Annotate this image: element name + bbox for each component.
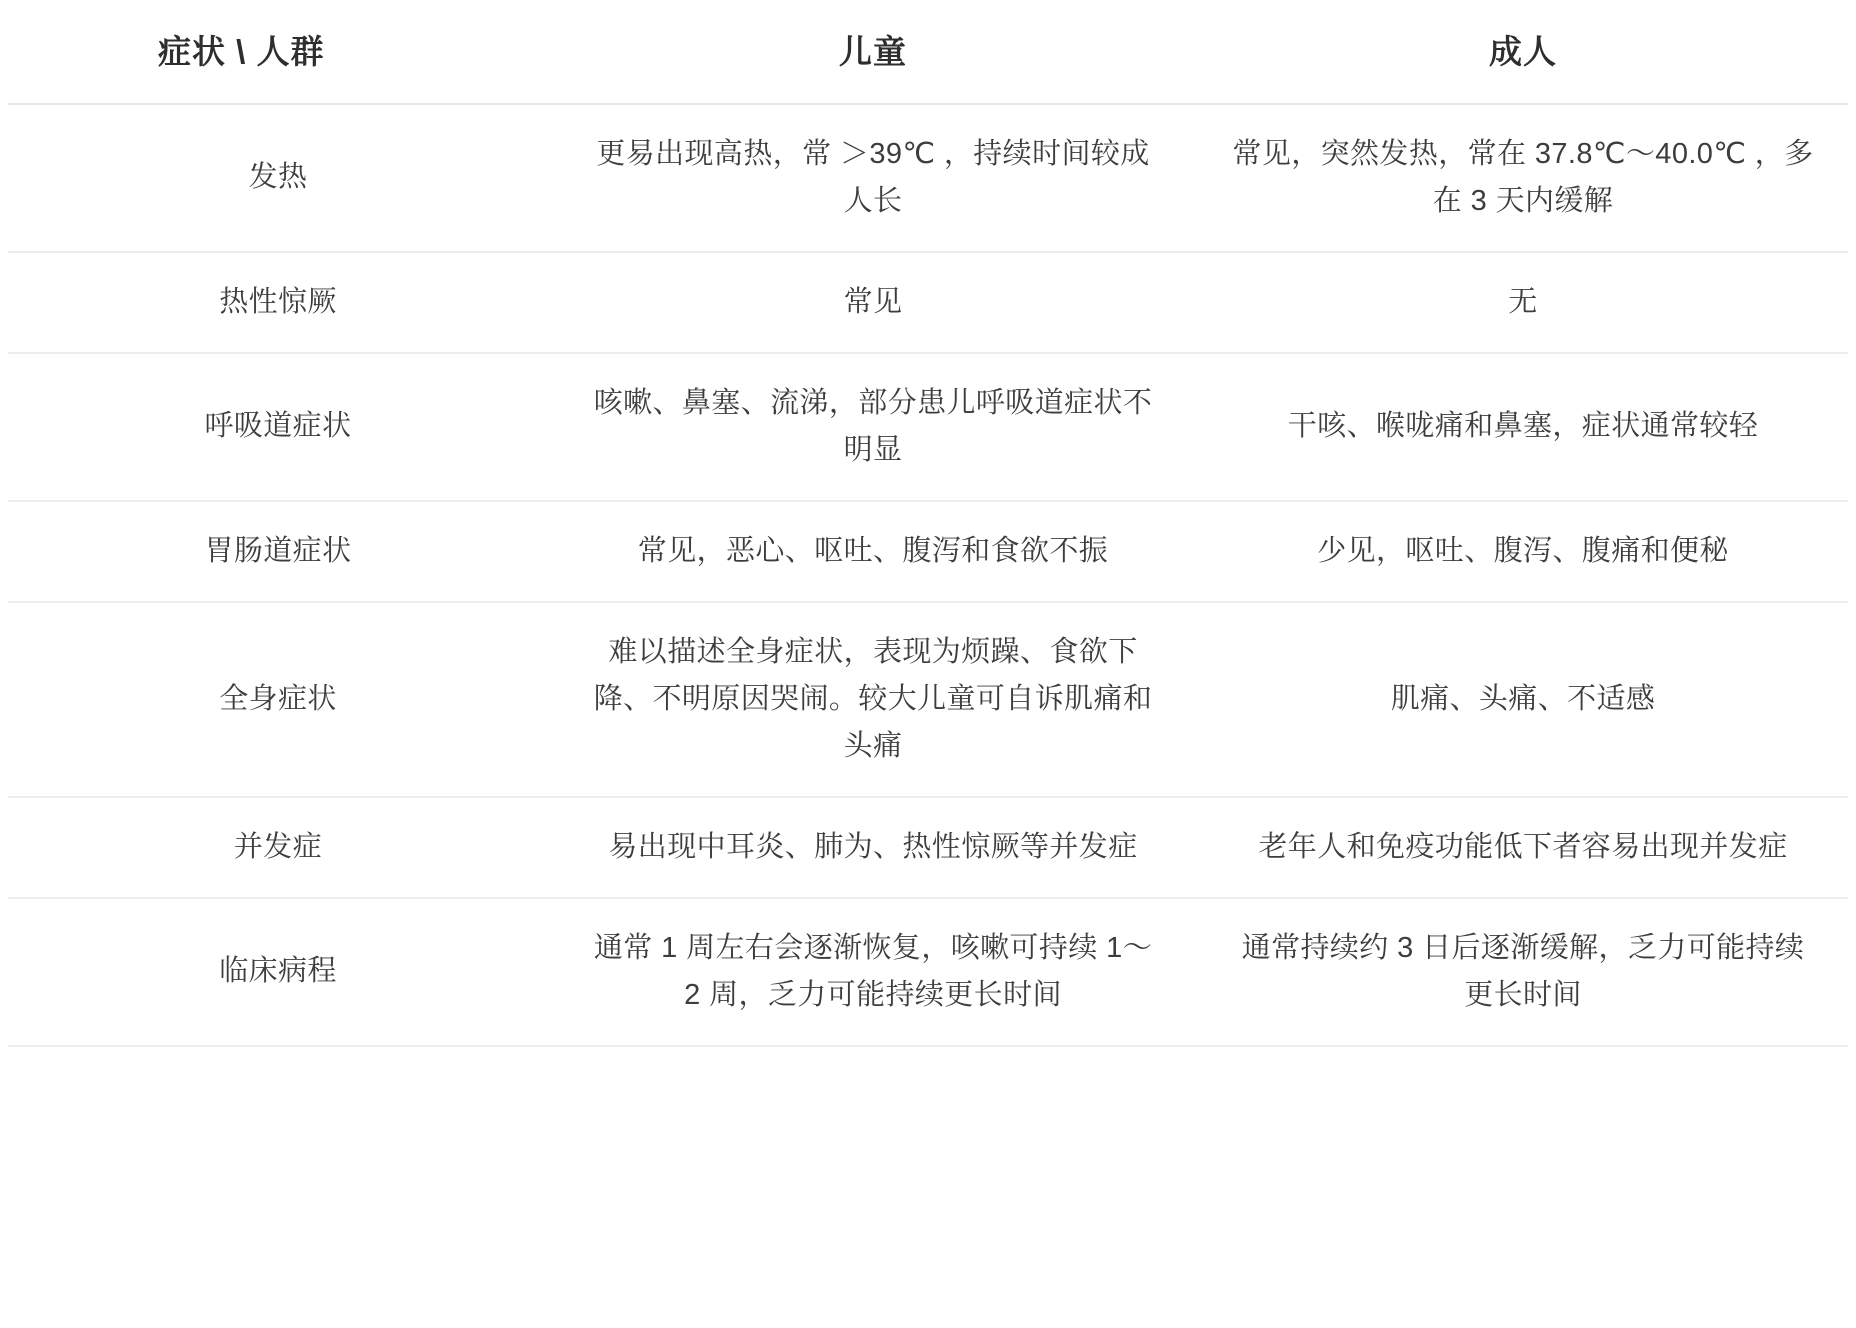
table-row <box>8 797 1848 898</box>
table-row <box>8 602 1848 797</box>
cell-adults: 少见，呕吐、腹泻、腹痛和便秘 <box>1198 501 1848 602</box>
cell-symptom: 热性惊厥 <box>8 252 548 353</box>
cell-symptom: 并发症 <box>8 797 548 898</box>
cell-adults: 无 <box>1198 252 1848 353</box>
symptom-comparison-table <box>8 0 1848 1047</box>
table-row <box>8 898 1848 1046</box>
table-row <box>8 353 1848 501</box>
cell-children: 常见 <box>548 252 1198 353</box>
cell-symptom: 临床病程 <box>8 898 548 1046</box>
cell-adults: 干咳、喉咙痛和鼻塞，症状通常较轻 <box>1198 353 1848 501</box>
table-row <box>8 252 1848 353</box>
cell-children: 咳嗽、鼻塞、流涕，部分患儿呼吸道症状不明显 <box>548 353 1198 501</box>
column-header-symptom: 症状 \ 人群 <box>8 0 548 104</box>
cell-symptom: 呼吸道症状 <box>8 353 548 501</box>
column-header-adults: 成人 <box>1198 0 1848 104</box>
cell-adults: 常见，突然发热，常在 37.8℃～40.0℃ ，多在 3 天内缓解 <box>1198 104 1848 252</box>
cell-children: 难以描述全身症状，表现为烦躁、食欲下降、不明原因哭闹。较大儿童可自诉肌痛和头痛 <box>548 602 1198 797</box>
cell-children: 更易出现高热，常 ＞39℃ ，持续时间较成人长 <box>548 104 1198 252</box>
cell-symptom: 胃肠道症状 <box>8 501 548 602</box>
cell-adults: 肌痛、头痛、不适感 <box>1198 602 1848 797</box>
table-row <box>8 104 1848 252</box>
table-header <box>8 0 1848 104</box>
cell-children: 易出现中耳炎、肺为、热性惊厥等并发症 <box>548 797 1198 898</box>
table-row <box>8 501 1848 602</box>
table-body <box>8 104 1848 1046</box>
cell-adults: 通常持续约 3 日后逐渐缓解，乏力可能持续更长时间 <box>1198 898 1848 1046</box>
cell-children: 通常 1 周左右会逐渐恢复，咳嗽可持续 1～2 周，乏力可能持续更长时间 <box>548 898 1198 1046</box>
column-header-children: 儿童 <box>548 0 1198 104</box>
table-header-row <box>8 0 1848 104</box>
cell-symptom: 发热 <box>8 104 548 252</box>
cell-adults: 老年人和免疫功能低下者容易出现并发症 <box>1198 797 1848 898</box>
cell-children: 常见，恶心、呕吐、腹泻和食欲不振 <box>548 501 1198 602</box>
cell-symptom: 全身症状 <box>8 602 548 797</box>
